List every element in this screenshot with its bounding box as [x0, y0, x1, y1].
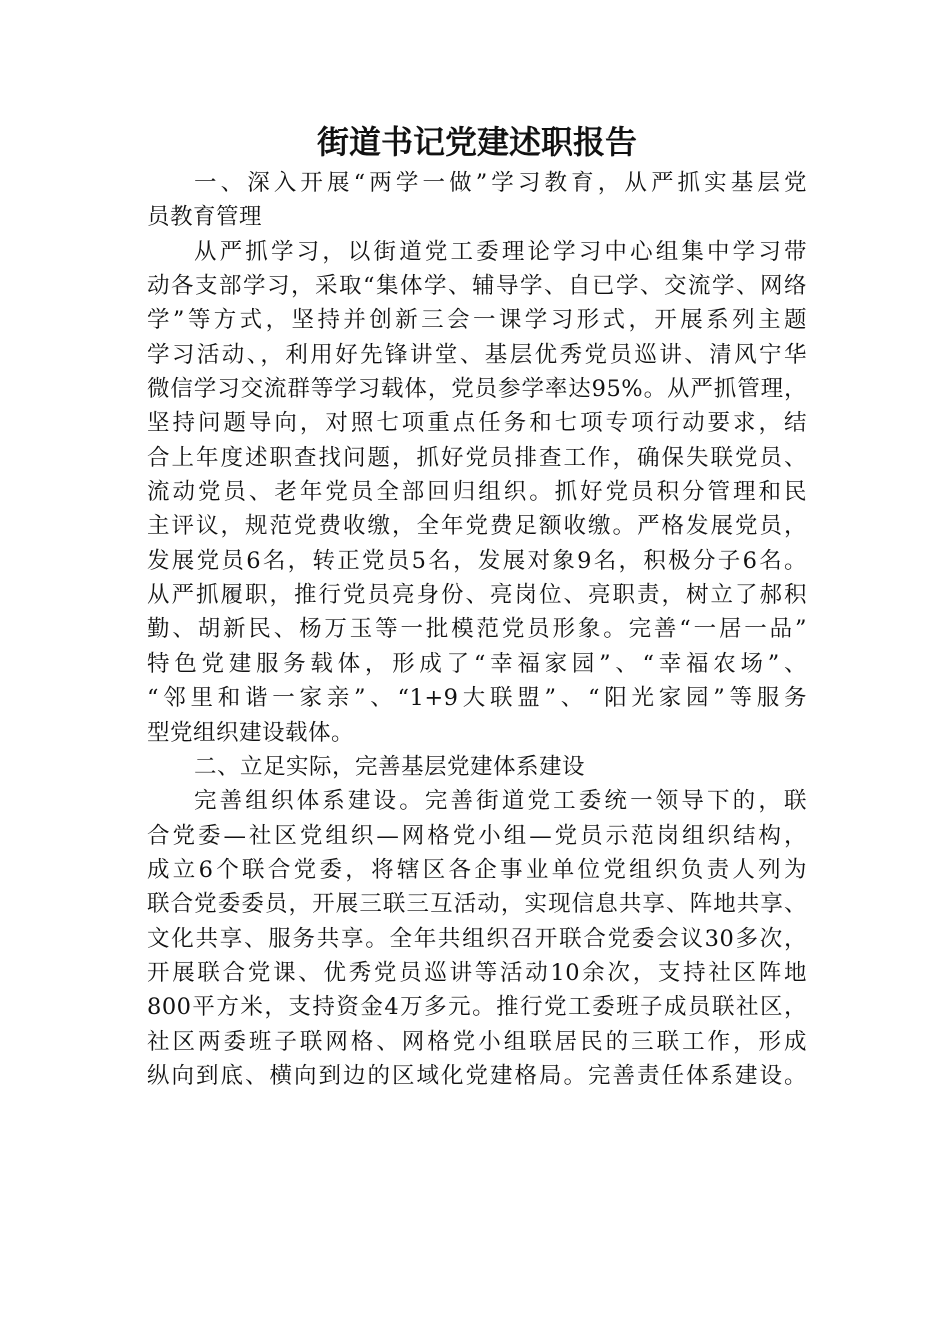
text-line: 学”等方式，坚持并创新三会一课学习形式，开展系列主题	[147, 307, 807, 334]
text-line: 完善组织体系建设。完善街道党工委统一领导下的，联	[194, 788, 807, 815]
text-line: 学习活动、，利用好先锋讲堂、基层优秀党员巡讲、清风宁华	[147, 341, 807, 368]
text-line: 微信学习交流群等学习载体，党员参学率达95%。从严抓管理，	[147, 376, 807, 403]
text-line: 合上年度述职查找问题，抓好党员排查工作，确保失联党员、	[147, 444, 807, 471]
text-line: 800平方米，支持资金4万多元。推行党工委班子成员联社区，	[147, 994, 807, 1021]
text-line: 型党组织建设载体。	[147, 719, 355, 746]
text-line: 员教育管理	[147, 204, 263, 231]
text-line: 成立6个联合党委，将辖区各企事业单位党组织负责人列为	[147, 856, 807, 883]
document-page	[147, 118, 807, 1093]
text-line: 文化共享、服务共享。全年共组织召开联合党委会议30多次，	[147, 925, 807, 952]
text-line: 合党委—社区党组织—网格党小组—党员示范岗组织结构，	[147, 822, 807, 849]
text-line: 勤、胡新民、杨万玉等一批模范党员形象。完善“一居一品”	[147, 616, 807, 643]
text-line: 动各支部学习，采取“集体学、辅导学、自已学、交流学、网络	[147, 273, 807, 300]
text-line: 联合党委委员，开展三联三互活动，实现信息共享、阵地共享、	[147, 891, 807, 918]
text-line: 社区两委班子联网格、网格党小组联居民的三联工作，形成	[147, 1028, 807, 1055]
text-line: 纵向到底、横向到边的区域化党建格局。完善责任体系建设。	[147, 1062, 807, 1089]
text-line: 特色党建服务载体，形成了“幸福家园”、“幸福农场”、	[147, 650, 807, 677]
text-line: 从严抓学习，以街道党工委理论学习中心组集中学习带	[194, 238, 807, 265]
text-line: 主评议，规范党费收缴，全年党费足额收缴。严格发展党员，	[147, 513, 807, 540]
text-line: 二、立足实际，完善基层党建体系建设	[194, 753, 586, 780]
document-body	[147, 166, 807, 1093]
text-line: 流动党员、老年党员全部回归组织。抓好党员积分管理和民	[147, 479, 807, 506]
text-line: 开展联合党课、优秀党员巡讲等活动10余次，支持社区阵地	[147, 959, 807, 986]
text-line: 从严抓履职，推行党员亮身份、亮岗位、亮职责，树立了郝积	[147, 582, 807, 609]
document-title: 街道书记党建述职报告	[316, 123, 637, 161]
text-line: 一、深入开展“两学一做”学习教育，从严抓实基层党	[194, 170, 807, 196]
text-line: “邻里和谐一家亲”、“1+9大联盟”、“阳光家园”等服务	[147, 685, 807, 712]
text-line: 发展党员6名，转正党员5名，发展对象9名，积极分子6名。	[147, 547, 807, 574]
text-line: 坚持问题导向，对照七项重点任务和七项专项行动要求，结	[147, 410, 807, 437]
